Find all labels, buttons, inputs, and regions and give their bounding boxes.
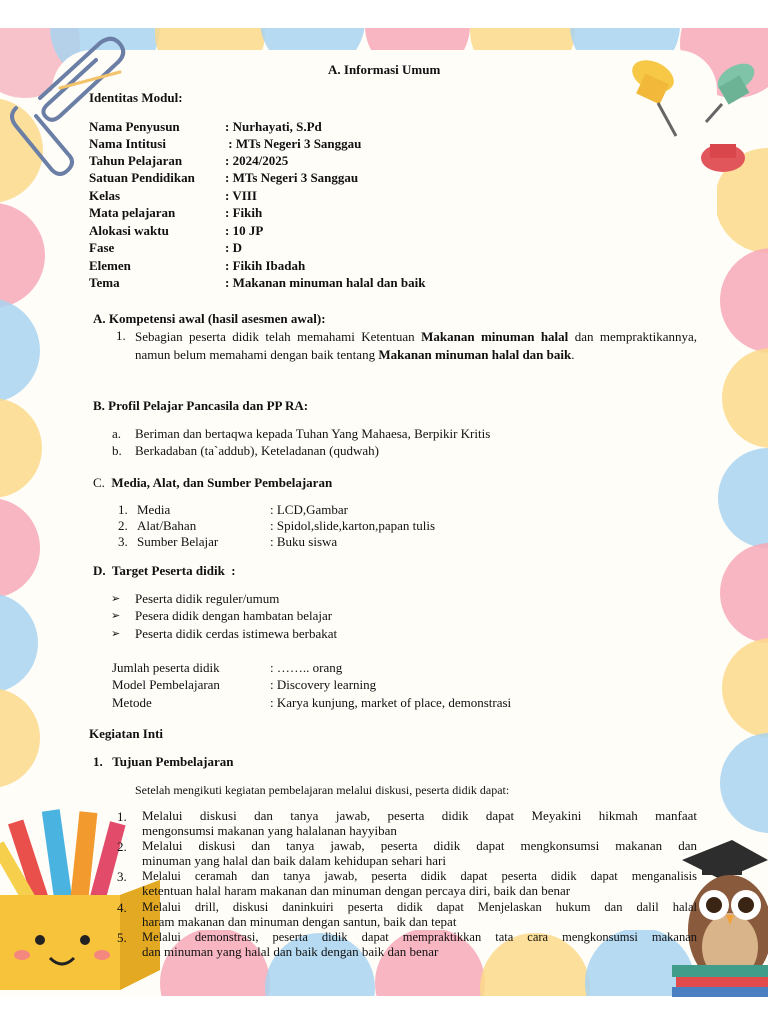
identitas-label: Nama Penyusun xyxy=(89,119,180,134)
list-number: 2. xyxy=(117,839,127,854)
media-value: : Spidol,slide,karton,papan tulis xyxy=(270,518,436,533)
identitas-value: : Fikih xyxy=(225,205,263,220)
profil-heading: B. Profil Pelajar Pancasila dan PP RA: xyxy=(93,398,309,413)
tujuan-heading: 1. Tujuan Pembelajaran xyxy=(93,754,234,769)
tujuan-item: Melalui drill, diskusi daninkuiri peserta didik dapat Menjelaskan hukum dan dalil halal haram makanan dan minuman dengan santun, baik dan tepat xyxy=(142,900,697,929)
identitas-heading: Identitas Modul: xyxy=(89,90,183,105)
meta-label: Model Pembelajaran xyxy=(112,677,220,692)
profil-item: Berkadaban (ta`addub), Keteladanan (qudwah) xyxy=(135,443,379,458)
kompetensi-paragraph: Sebagian peserta didik telah memahami Ketentuan Makanan minuman halal dan mempraktikannya, namun belum memahami dengan baik tentang Makanan minuman halal dan baik. xyxy=(135,329,697,362)
identitas-value: : 2024/2025 xyxy=(225,153,289,168)
identitas-label: Mata pelajaran xyxy=(89,205,176,220)
identitas-label: Tema xyxy=(89,275,120,290)
media-value: : Buku siswa xyxy=(270,534,338,549)
list-marker: a. xyxy=(112,426,122,441)
arrow-bullet-icon: ➢ xyxy=(111,609,121,622)
target-heading: D. Target Peserta didik : xyxy=(93,563,236,578)
identitas-value: : Makanan minuman halal dan baik xyxy=(225,275,426,290)
media-value: : LCD,Gambar xyxy=(270,502,348,517)
list-number: 1. xyxy=(117,809,127,824)
identitas-value: : MTs Negeri 3 Sanggau xyxy=(225,136,362,151)
target-item: Peserta didik cerdas istimewa berbakat xyxy=(135,626,338,641)
identitas-value: : Fikih Ibadah xyxy=(225,258,306,273)
list-number: 5. xyxy=(117,930,127,945)
identitas-label: Tahun Pelajaran xyxy=(89,153,183,168)
identitas-label: Nama Intitusi xyxy=(89,136,166,151)
arrow-bullet-icon: ➢ xyxy=(111,592,121,605)
target-item: Peserta didik reguler/umum xyxy=(135,591,280,606)
meta-value: : Discovery learning xyxy=(270,677,377,692)
identitas-label: Satuan Pendidikan xyxy=(89,170,195,185)
list-number: 1. xyxy=(116,328,126,343)
profil-item: Beriman dan bertaqwa kepada Tuhan Yang Mahaesa, Berpikir Kritis xyxy=(135,426,491,441)
identitas-value: : VIII xyxy=(225,188,257,203)
meta-value: : …….. orang xyxy=(270,660,343,675)
list-marker: 2. xyxy=(118,518,128,533)
identitas-label: Kelas xyxy=(89,188,121,203)
section-title: A. Informasi Umum xyxy=(328,62,441,77)
identitas-label: Fase xyxy=(89,240,115,255)
list-marker: 3. xyxy=(118,534,128,549)
list-number: 4. xyxy=(117,900,127,915)
identitas-value: : D xyxy=(225,240,242,255)
identitas-label: Elemen xyxy=(89,258,131,273)
kompetensi-heading: A. Kompetensi awal (hasil asesmen awal): xyxy=(93,311,326,326)
media-label: Alat/Bahan xyxy=(137,518,197,533)
identitas-value: : Nurhayati, S.Pd xyxy=(225,119,322,134)
identitas-label: Alokasi waktu xyxy=(89,223,169,238)
meta-value: : Karya kunjung, market of place, demonstrasi xyxy=(270,695,512,710)
list-marker: b. xyxy=(112,443,122,458)
tujuan-item: Melalui ceramah dan tanya jawab, peserta didik dapat peserta didik dapat menganalisis ketentuan halal haram makanan dan minuman dengan percaya diri, baik dan benar xyxy=(142,869,697,898)
media-heading: C. Media, Alat, dan Sumber Pembelajaran xyxy=(93,475,333,490)
identitas-value: : MTs Negeri 3 Sanggau xyxy=(225,170,359,185)
arrow-bullet-icon: ➢ xyxy=(111,627,121,640)
tujuan-intro: Setelah mengikuti kegiatan pembelajaran melalui diskusi, peserta didik dapat: xyxy=(135,783,510,797)
tujuan-item: Melalui diskusi dan tanya jawab, peserta didik dapat Meyakini hikmah manfaat mengonsumsi makanan yang halalanan hayyiban xyxy=(142,808,697,838)
tujuan-item: Melalui demonstrasi, peserta didik dapat mempraktikkan tata cara mengkonsumsi makanan dan minuman yang halal dan baik dengan baik dan benar xyxy=(142,930,697,959)
meta-label: Metode xyxy=(112,695,152,710)
target-item: Pesera didik dengan hambatan belajar xyxy=(135,608,333,623)
kegiatan-inti-heading: Kegiatan Inti xyxy=(89,726,164,741)
media-label: Media xyxy=(137,502,171,517)
media-label: Sumber Belajar xyxy=(137,534,219,549)
list-marker: 1. xyxy=(118,502,128,517)
tujuan-item: Melalui diskusi dan tanya jawab, peserta didik dapat mengkonsumsi makanan dan minuman yang halal dan baik dalam kehidupan sehari hari xyxy=(142,838,697,868)
meta-label: Jumlah peserta didik xyxy=(112,660,220,675)
list-number: 3. xyxy=(117,869,127,884)
identitas-value: : 10 JP xyxy=(225,223,264,238)
